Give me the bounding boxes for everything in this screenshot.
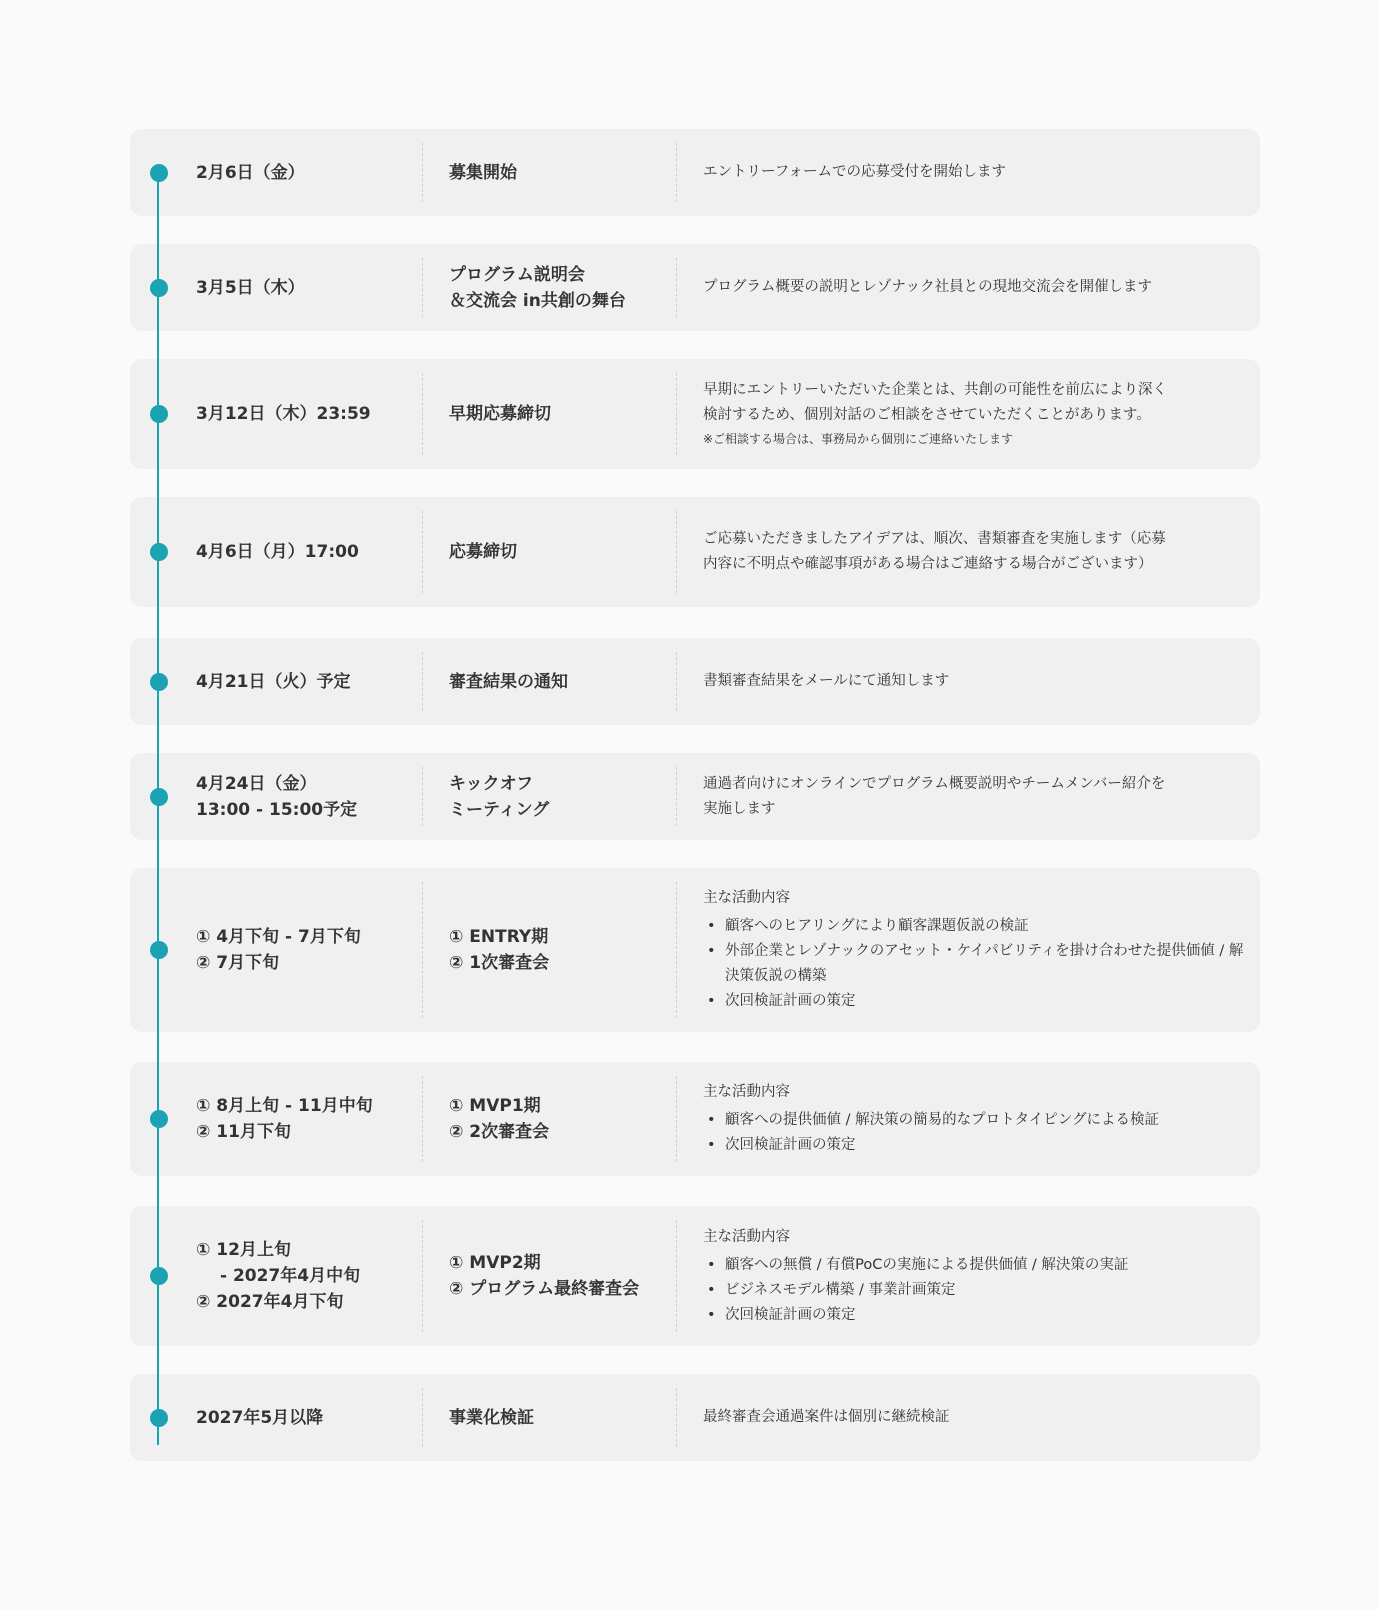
timeline-dot [150,1409,168,1427]
activity-heading: 主な活動内容 [703,890,790,906]
schedule-date-line: ② 2027年4月下旬 [196,1292,344,1312]
schedule-title-line: ミーティング [449,799,550,820]
schedule-title-line: 募集開始 [449,162,517,183]
schedule-date-line: ② 7月下旬 [196,953,280,973]
schedule-row [130,497,1260,607]
activity-item: • 次回検証計画の策定 [703,1133,1248,1158]
schedule-date-line: ① 8月上旬 - 11月中旬 [196,1096,373,1116]
schedule-description [676,1388,1248,1447]
schedule-date-line: 4月6日（月）17:00 [196,542,359,562]
schedule-date-line: - 2027年4月中旬 [220,1266,361,1286]
schedule-date-line: ① 4月下旬 - 7月下旬 [196,927,361,947]
schedule-title-line: ① MVP2期 [449,1253,541,1273]
activity-item: • 外部企業とレゾナックのアセット・ケイパビリティを掛け合わせた提供価値 / 解決策仮説の構築 [703,939,1248,989]
timeline-dot [150,788,168,806]
schedule-title [422,511,676,593]
schedule-date-line: 3月5日（木） [196,277,305,298]
schedule-title [422,882,676,1018]
schedule-row [130,753,1260,840]
schedule-title [422,1076,676,1162]
schedule-date-line: 2月6日（金） [196,162,305,183]
schedule-description [676,1220,1248,1332]
schedule-title-line: プログラム説明会 [449,264,585,285]
schedule-description [676,511,1248,593]
description-note: ※ご相談する場合は、事務局から個別にご連絡いたします [703,432,1014,446]
schedule-title [422,143,676,202]
schedule-date [196,258,424,317]
description-line: 最終審査会通過案件は個別に継続検証 [703,1409,950,1425]
schedule-date-line: 2027年5月以降 [196,1407,324,1428]
schedule-title-line: ① ENTRY期 [449,927,549,947]
description-line: エントリーフォームでの応募受付を開始します [703,164,1007,180]
timeline-dot [150,164,168,182]
schedule-date [196,143,424,202]
schedule-title-line: 早期応募締切 [449,404,551,424]
schedule-title-line: ② プログラム最終審査会 [449,1279,640,1299]
schedule-date-line: 4月21日（火）予定 [196,671,351,692]
schedule-title-line: ＆交流会 in共創の舞台 [449,290,626,311]
activity-list [703,1253,1248,1328]
activity-item: • 顧客への提供価値 / 解決策の簡易的なプロトタイピングによる検証 [703,1108,1248,1133]
schedule-title [422,1220,676,1332]
schedule-date [196,882,424,1018]
schedule-description [676,882,1248,1018]
description-line: プログラム概要の説明とレゾナック社員との現地交流会を開催します [703,279,1153,295]
schedule-row [130,129,1260,216]
description-line: 早期にエントリーいただいた企業とは、共創の可能性を前広により深く [703,382,1167,398]
schedule-date-line: 13:00 - 15:00予定 [196,799,358,820]
description-line: 実施します [703,800,776,817]
schedule-title [422,373,676,455]
activity-item: • ビジネスモデル構築 / 事業計画策定 [703,1278,1248,1303]
schedule-date-line: ① 12月上旬 [196,1240,291,1260]
schedule-row [130,359,1260,469]
activity-list [703,914,1248,1014]
timeline-dot [150,673,168,691]
activity-heading: 主な活動内容 [703,1084,790,1100]
schedule-date-line: 3月12日（木）23:59 [196,404,371,424]
schedule-description [676,373,1248,455]
timeline-dot [150,279,168,297]
description-line: ご応募いただきましたアイデアは、順次、書類審査を実施します（応募 [703,531,1166,547]
schedule-description [676,1076,1248,1162]
activity-item: • 次回検証計画の策定 [703,989,1248,1014]
schedule-date [196,511,424,593]
schedule-description [676,143,1248,202]
timeline-dot [150,543,168,561]
schedule-date [196,1388,424,1447]
activity-item: • 次回検証計画の策定 [703,1303,1248,1328]
activity-list [703,1108,1248,1158]
schedule-date [196,1076,424,1162]
schedule-title-line: 審査結果の通知 [449,671,568,692]
schedule-description [676,652,1248,711]
schedule-title [422,767,676,826]
schedule-row [130,1374,1260,1461]
timeline-dot [150,941,168,959]
schedule-date-line: 4月24日（金） [196,773,317,794]
schedule-title-line: ② 1次審査会 [449,953,550,973]
schedule-date [196,652,424,711]
schedule-date [196,767,424,826]
schedule-date-line: ② 11月下旬 [196,1122,291,1142]
activity-item: • 顧客へのヒアリングにより顧客課題仮説の検証 [703,914,1248,939]
schedule-date [196,1220,424,1332]
timeline-dot [150,1110,168,1128]
schedule-title [422,1388,676,1447]
schedule-description [676,767,1248,826]
schedule-title-line: ② 2次審査会 [449,1122,550,1142]
schedule-title [422,258,676,317]
activity-heading: 主な活動内容 [703,1228,790,1245]
timeline-dot [150,405,168,423]
description-line: 書類審査結果をメールにて通知します [703,673,950,689]
schedule-description [676,258,1248,317]
description-line: 通過者向けにオンラインでプログラム概要説明やチームメンバー紹介を [703,775,1166,792]
activity-item: • 顧客への無償 / 有償PoCの実施による提供価値 / 解決策の実証 [703,1253,1248,1278]
timeline-line [157,173,159,1445]
schedule-row [130,1062,1260,1176]
schedule-title-line: 応募締切 [449,542,517,562]
schedule-title-line: 事業化検証 [449,1407,534,1428]
schedule-title [422,652,676,711]
schedule-title-line: キックオフ [449,773,534,794]
timeline-dot [150,1267,168,1285]
schedule-row [130,1206,1260,1346]
schedule-row [130,638,1260,725]
schedule-row [130,244,1260,331]
description-line: 内容に不明点や確認事項がある場合はご連絡する場合がございます） [703,556,1153,572]
schedule-row [130,868,1260,1032]
schedule-date [196,373,424,455]
description-line: 検討するため、個別対話のご相談をさせていただくことがあります。 [703,407,1151,423]
schedule-title-line: ① MVP1期 [449,1096,541,1116]
